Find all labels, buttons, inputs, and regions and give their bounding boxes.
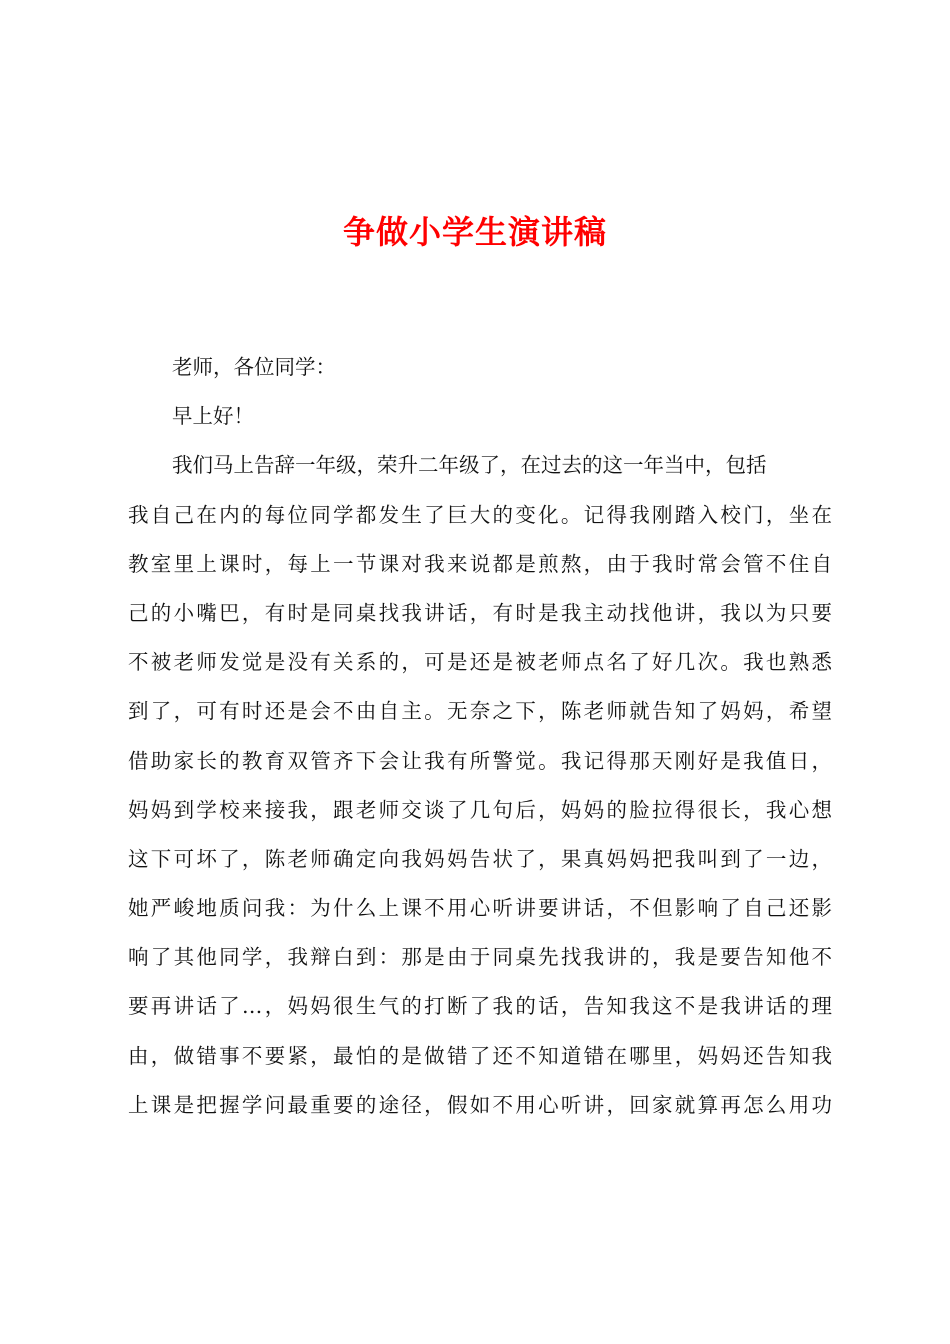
- paragraph: [128, 441, 832, 1130]
- paragraph-line: 上课是把握学问最重要的途径，假如不用心听讲，回家就算再怎么用功: [128, 1092, 832, 1117]
- paragraph-line: 借助家长的教育双管齐下会让我有所警觉。我记得那天刚好是我值日，: [128, 748, 832, 773]
- salutation-line: 老师，各位同学：: [172, 355, 336, 379]
- paragraph-line: 这下可坏了，陈老师确定向我妈妈告状了，果真妈妈把我叫到了一边，: [128, 846, 832, 871]
- paragraph-line: 不被老师发觉是没有关系的，可是还是被老师点名了好几次。我也熟悉: [128, 650, 832, 675]
- paragraph-line: 教室里上课时，每上一节课对我来说都是煎熬，由于我时常会管不住自: [128, 551, 832, 576]
- paragraph-line: 由，做错事不要紧，最怕的是做错了还不知道错在哪里，妈妈还告知我: [128, 1043, 832, 1068]
- document-title: 争做小学生演讲稿: [342, 213, 607, 251]
- document-body: [128, 343, 832, 1130]
- paragraph-line: 要再讲话了…，妈妈很生气的打断了我的话，告知我这不是我讲话的理: [128, 994, 832, 1019]
- paragraph-line: 到了，可有时还是会不由自主。无奈之下，陈老师就告知了妈妈，希望: [128, 699, 832, 724]
- paragraph-line: 她严峻地质问我：为什么上课不用心听讲要讲话，不但影响了自己还影: [128, 896, 832, 921]
- paragraph-line: 我自己在内的每位同学都发生了巨大的变化。记得我刚踏入校门，坐在: [128, 502, 832, 527]
- paragraph-line: 我们马上告辞一年级，荣升二年级了，在过去的这一年当中，包括: [172, 453, 767, 478]
- paragraph-line: 妈妈到学校来接我，跟老师交谈了几句后，妈妈的脸拉得很长，我心想: [128, 797, 832, 822]
- paragraph-line: 响了其他同学，我辩白到：那是由于同桌先找我讲的，我是要告知他不: [128, 945, 832, 970]
- greeting-line: 早上好！: [172, 404, 254, 429]
- paragraph-line: 己的小嘴巴，有时是同桌找我讲话，有时是我主动找他讲，我以为只要: [128, 600, 832, 625]
